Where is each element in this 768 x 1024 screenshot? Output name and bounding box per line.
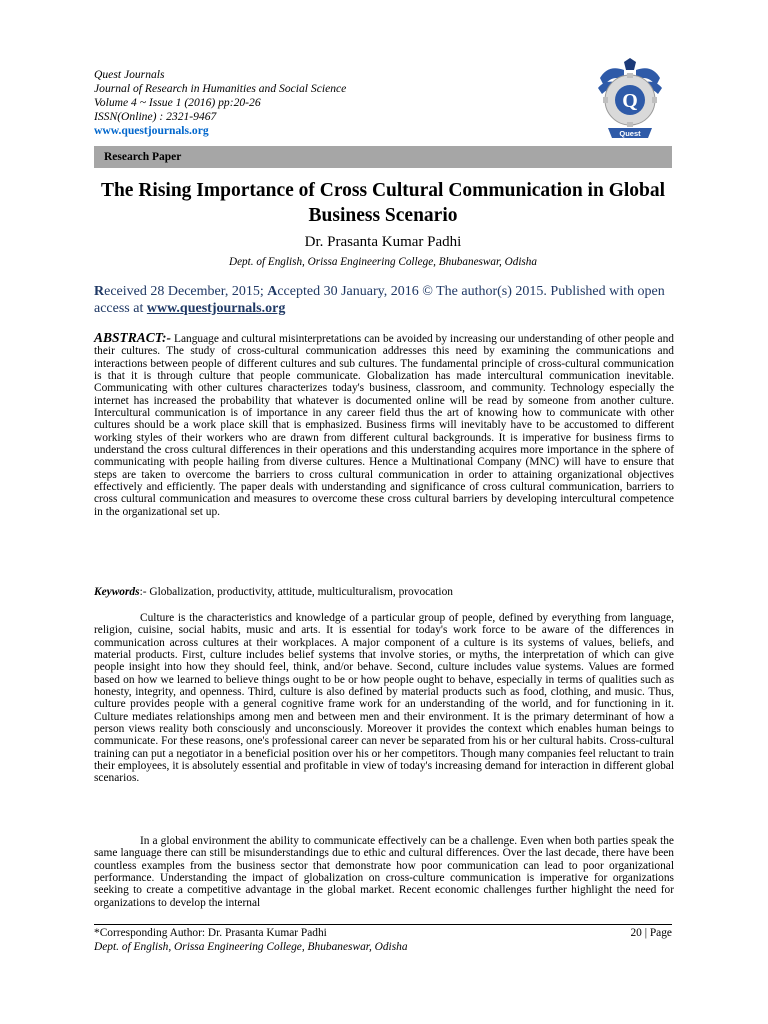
abstract (94, 332, 674, 518)
footer-left (94, 927, 408, 954)
abstract-label: ABSTRACT:- (94, 330, 172, 345)
corresponding-author: *Corresponding Author: Dr. Prasanta Kumar Padhi (94, 927, 327, 939)
received-r-letter: R (94, 284, 105, 299)
received-text-2: ccepted 30 January, 2016 © The author(s) 2015. Published with open access at (94, 284, 665, 316)
keywords (94, 586, 674, 598)
research-paper-band (94, 146, 672, 168)
abstract-text: Language and cultural misinterpretations can be avoided by increasing our understanding of other people and their cultures. The study of cross-cultural communication addresses this need by examining the communications and interactions between people of different cultures and sub cultures. The fundamental principle of cross-cultural communication is that it is through culture that people communicate. Globalization has made intercultural communication inevitable. Communicating with other cultures characterizes today's business, classroom, and community. Technology especially the internet has increased the probability that whatever is documented online will be read by someone from another culture. Intercultural communication is of importance in any career field thus the art of knowing how to communicate with other cultures should be a work place skill that is emphasized. Business firms will inevitably have to be accustomed to different working styles of their workers who are drawn from different cultural backgrounds. It is imperative for business firms to understand the cross cultural differences in their operations and this understanding acquires more importance in the sphere of communicating with people hailing from diverse cultures. Hence a Multinational Company (MNC) will have to ensure that steps are taken to overcome the barriers to cross cultural communication in order to attaining organizational objectives effectively and efficiently. The paper deals with understanding and significance of cross cultural communication, barriers to cross cultural communication and measures to overcome these cross cultural barriers by developing intercultural competence in the organizational set up. (94, 333, 674, 518)
author-name: Dr. Prasanta Kumar Padhi (304, 234, 462, 250)
logo-text: Quest (619, 129, 641, 138)
body-paragraph-1: Culture is the characteristics and knowledge of a particular group of people, defined by everything from language, religion, cuisine, social habits, music and arts. It is essential for today's work force to be aware of the differences in communication across cultures at their workplaces. A major component of a culture is its systems of values, beliefs, and material products. First, culture includes belief systems that involve stories, or myths, the interpretation of which can give people insight into how they should feel, think, and/or behave. Second, culture includes value systems. Values are formed based on how we learned to believe things ought to be or how people ought to behave, especially in terms of qualities such as honesty, integrity, and openness. Third, culture is also defined by material products such as food, clothing, and music. Thus, culture provides people with a general cognitive frame work for an understanding of the world, and for functioning in it. Culture mediates relationships among men and between men and their environment. It is the primary determinant of how a person views reality both consciously and unconsciously. Moreover it provides the context which enables human beings to communicate. For these reasons, one's professional career can never be separated from his or her cultural habits. Cross-cultural training can put a negotiator in a beneficial position over his or her competitors. Though many companies feel reluctant to train their employees, it is absolutely essential and profitable in view of today's increasing demand for interaction in different global scenarios. (94, 612, 674, 785)
keywords-separator: :- (139, 586, 150, 598)
journal-header (94, 68, 574, 138)
band-label: Research Paper (104, 151, 182, 163)
received-text-1: eceived 28 December, 2015; (104, 284, 268, 299)
journal-volume: Volume 4 ~ Issue 1 (2016) pp:20-26 (94, 96, 261, 109)
footer-affiliation: Dept. of English, Orissa Engineering College, Bhubaneswar, Odisha (94, 940, 408, 953)
author-affiliation: Dept. of English, Orissa Engineering College, Bhubaneswar, Odisha (229, 256, 537, 268)
journal-full-name: Journal of Research in Humanities and Social Science (94, 82, 347, 95)
journal-issn: ISSN(Online) : 2321-9467 (94, 110, 217, 123)
journal-name: Quest Journals (94, 68, 165, 81)
received-accepted-line (94, 283, 674, 317)
keywords-label: Keywords (94, 586, 140, 598)
body-paragraph-2: In a global environment the ability to communicate effectively can be a challenge. Even when both parties speak the same language there can still be misunderstandings due to ethic and cultural differences. Over the last decade, there have been countless examples from the business sector that demonstrate how poor communication can lead to poor organizational performance. Understanding the impact of globalization on cross-culture communication is imperative for organizations seeking to create a competitive advantage in the global market. Recent economic challenges further highlight the need for organizations to develop the internal (94, 835, 674, 909)
logo-letter: Q (622, 90, 638, 112)
footer-divider (94, 924, 672, 925)
quest-logo-icon (594, 58, 666, 140)
accepted-a-letter: A (267, 284, 278, 299)
open-access-url-link[interactable]: www.questjournals.org (146, 301, 286, 316)
journal-url-link[interactable]: www.questjournals.org (94, 124, 209, 137)
paper-title: The Rising Importance of Cross Cultural Communication in Global Business Scenario (100, 180, 666, 226)
keywords-text: Globalization, productivity, attitude, multiculturalism, provocation (149, 586, 453, 598)
page-number: 20 | Page (630, 927, 672, 939)
